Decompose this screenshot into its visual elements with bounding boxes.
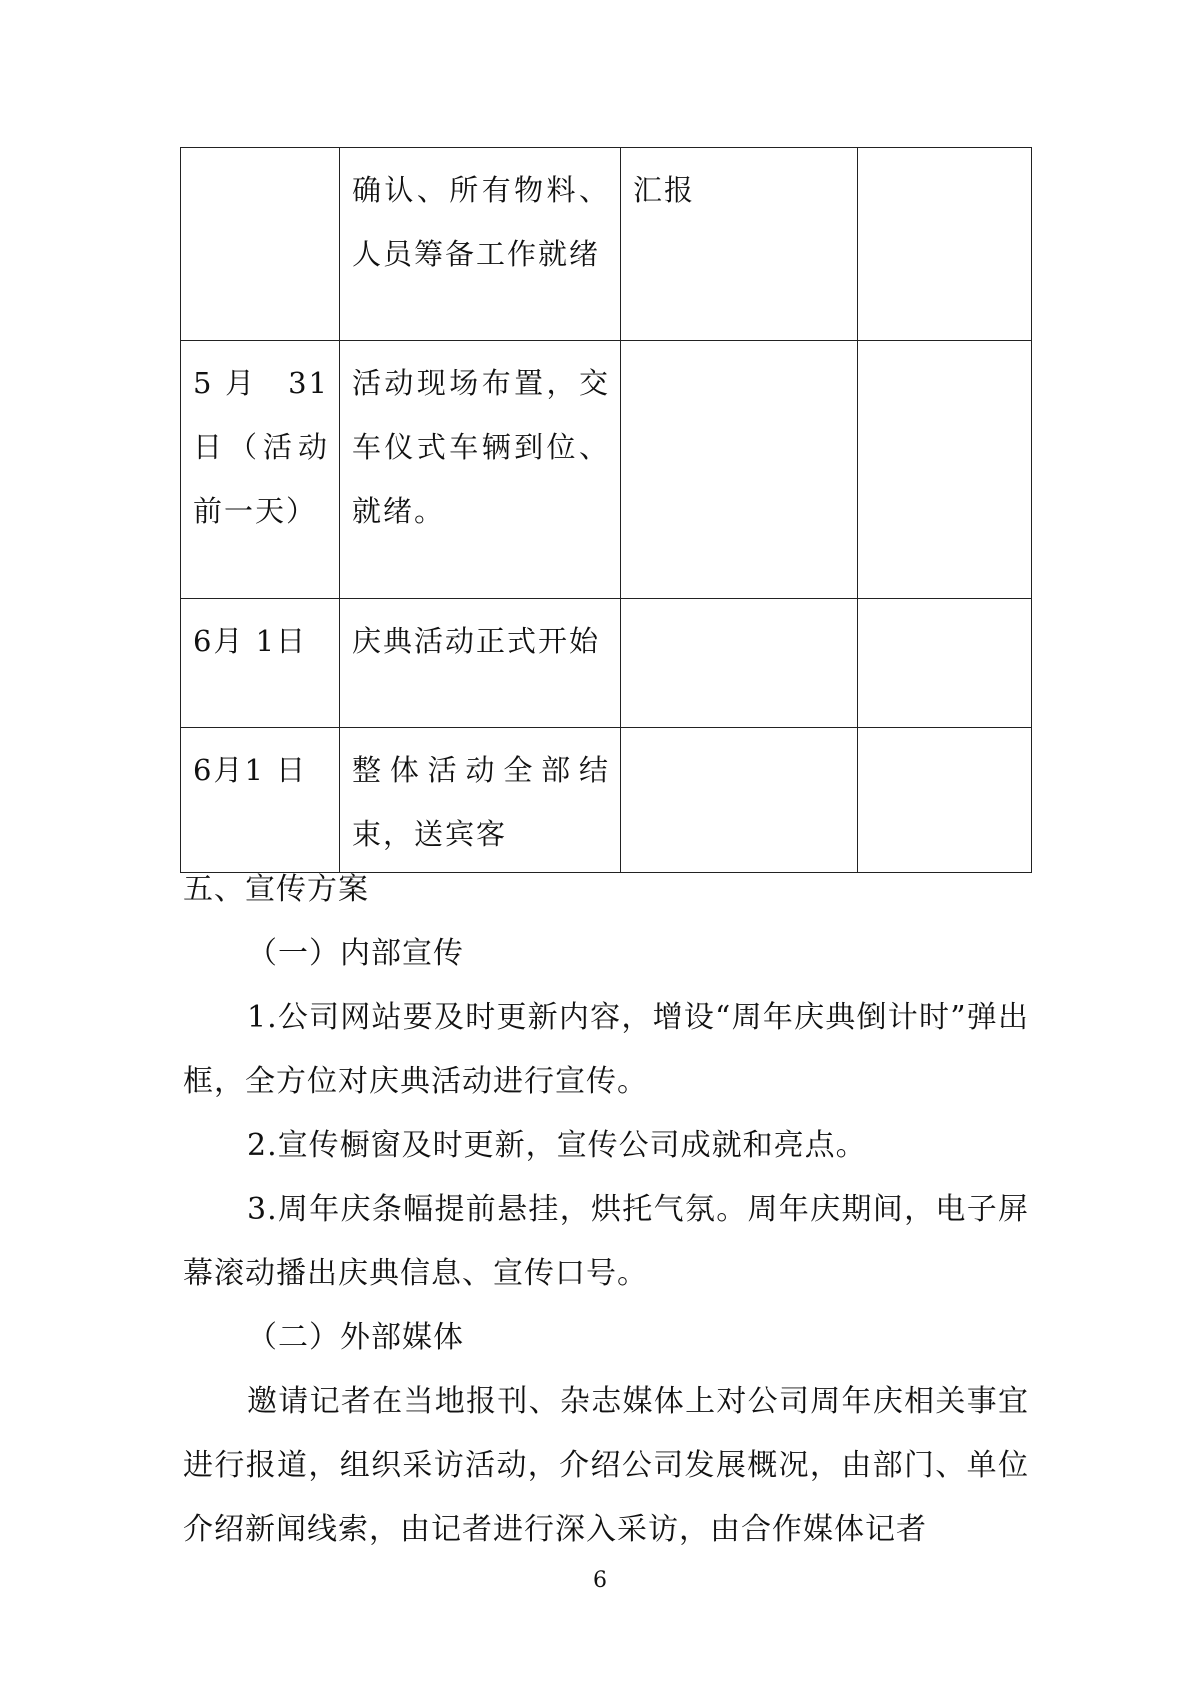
schedule-table <box>180 147 1032 873</box>
table-cell-task: 整体活动全部结束，送宾客 <box>340 728 621 873</box>
table-cell-date <box>181 148 340 341</box>
paragraph: 2.宣传橱窗及时更新，宣传公司成就和亮点。 <box>247 1128 867 1163</box>
table-cell-date: 6月 1日 <box>181 599 340 728</box>
table-cell-task: 活动现场布置，交车仪式车辆到位、就绪。 <box>340 341 621 599</box>
table-cell-note <box>858 599 1032 728</box>
paragraph: 3.周年庆条幅提前悬挂，烘托气氛。周年庆期间，电子屏幕滚动播出庆典信息、宣传口号。 <box>183 1192 1029 1291</box>
paragraph: 1.公司网站要及时更新内容，增设“周年庆典倒计时”弹出框，全方位对庆典活动进行宣传。 <box>183 1000 1029 1099</box>
subsection-heading-internal: （一）内部宣传 <box>247 936 464 971</box>
subsection-heading-external: （二）外部媒体 <box>247 1320 464 1355</box>
table-cell-owner: 汇报 <box>621 148 858 341</box>
table-cell-task: 确认、所有物料、人员筹备工作就绪 <box>340 148 621 341</box>
table-cell-note <box>858 341 1032 599</box>
table-cell-owner <box>621 728 858 873</box>
table-row <box>181 728 1032 873</box>
table-cell-note <box>858 148 1032 341</box>
table-cell-owner <box>621 599 858 728</box>
page-number: 6 <box>593 1568 607 1593</box>
table-row <box>181 341 1032 599</box>
table-row <box>181 148 1032 341</box>
table-cell-task: 庆典活动正式开始 <box>340 599 621 728</box>
table-cell-owner <box>621 341 858 599</box>
table-cell-date: 5 月 31日（活动前一天） <box>181 341 340 599</box>
table-cell-date: 6月1 日 <box>181 728 340 873</box>
table-row <box>181 599 1032 728</box>
paragraph: 邀请记者在当地报刊、杂志媒体上对公司周年庆相关事宜进行报道，组织采访活动，介绍公司发展概况，由部门、单位介绍新闻线索，由记者进行深入采访，由合作媒体记者 <box>183 1384 1029 1547</box>
table-cell-note <box>858 728 1032 873</box>
section-heading: 五、宣传方案 <box>183 872 369 907</box>
